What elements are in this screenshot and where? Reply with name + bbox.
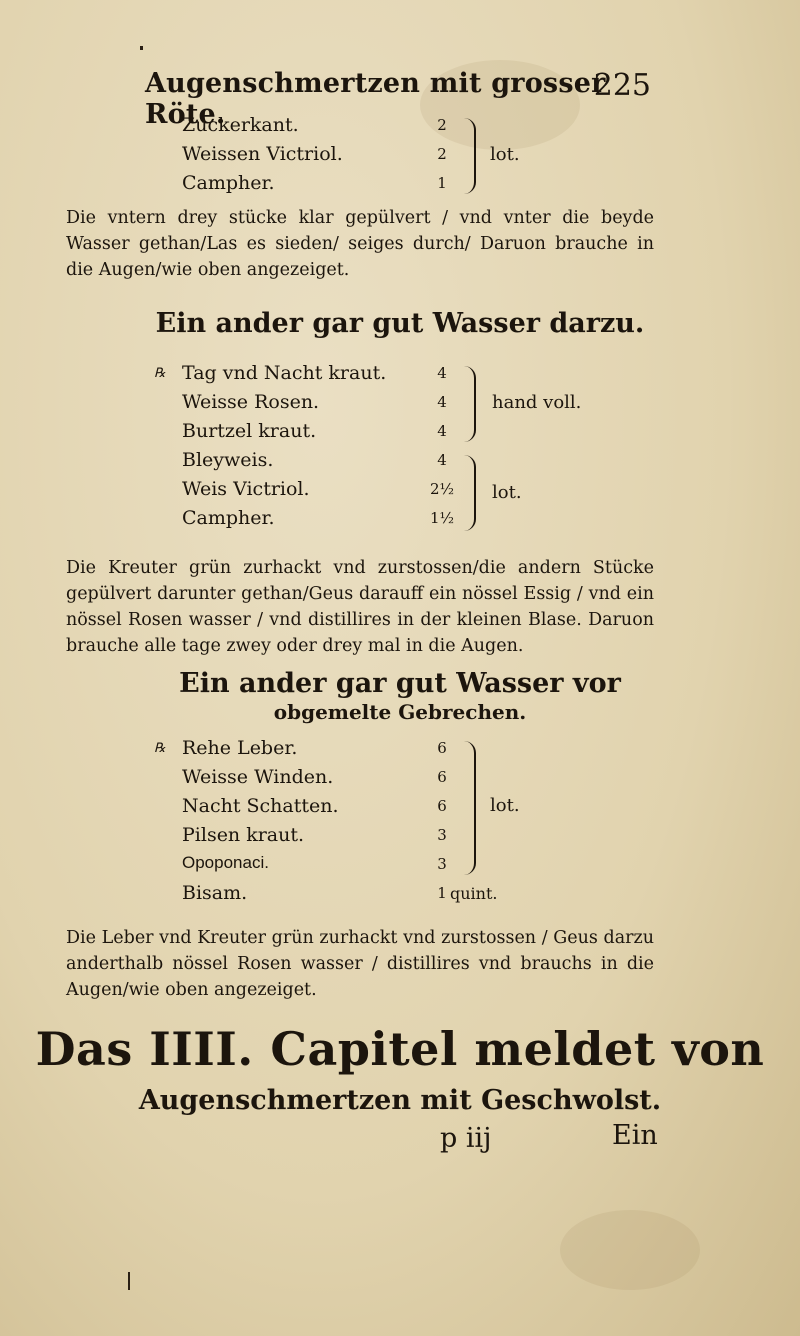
ingredient-name: Zuckerkant. — [182, 114, 299, 136]
ingredient-name: Nacht Schatten. — [182, 795, 339, 817]
catchword: Ein — [612, 1120, 658, 1151]
ingredient-row — [150, 793, 630, 822]
ingredient-qty: 2½ — [429, 480, 455, 498]
unit-label: quint. — [450, 884, 498, 903]
paragraph: Die vntern drey stücke klar gepülvert / vnd vnter die beyde Wasser gethan/Las es sieden/ seiges durch/ Daruon brauche in die Augen/wie oben angezeiget. — [66, 208, 654, 280]
ingredient-qty: 2 — [437, 145, 447, 163]
ingredient-name: Campher. — [182, 172, 275, 194]
ingredient-qty: 1½ — [429, 509, 455, 527]
ingredient-qty: 6 — [437, 739, 447, 757]
ingredient-name: Campher. — [182, 507, 275, 529]
ingredient-name: Weisse Winden. — [182, 766, 334, 788]
ingredient-qty: 3 — [437, 855, 447, 873]
ingredient-qty: 4 — [437, 393, 447, 411]
signature-mark: p iij — [440, 1123, 492, 1154]
ingredient-row — [150, 764, 630, 793]
unit-label: lot. — [490, 795, 520, 816]
ingredient-row — [150, 447, 630, 476]
running-title: Augenschmertzen mit grosser Röte. — [145, 68, 606, 130]
brace — [460, 366, 476, 442]
ink-speck — [140, 46, 143, 50]
ingredient-list-3 — [150, 735, 630, 909]
paragraph: Die Leber vnd Kreuter grün zurhackt vnd zurstossen / Geus darzu anderthalb nössel Rosen wasser / distillires vnd brauchs in die Augen/wie oben angezeiget. — [66, 928, 654, 1000]
ink-speck — [128, 1272, 130, 1290]
section-heading: Ein ander gar gut Wasser vor — [179, 668, 621, 699]
paper-stain — [560, 1210, 700, 1290]
ingredient-name: Opoponaci. — [182, 853, 269, 872]
recipe-symbol: ℞ — [154, 741, 166, 756]
ingredient-name: Weissen Victriol. — [182, 143, 343, 165]
ingredient-row — [150, 822, 630, 851]
ingredient-row — [150, 141, 630, 170]
ingredient-name: Burtzel kraut. — [182, 420, 317, 442]
ingredient-name: Bisam. — [182, 882, 248, 904]
ingredient-list-1 — [150, 112, 630, 199]
brace — [460, 455, 476, 531]
ingredient-name: Weisse Rosen. — [182, 391, 320, 413]
ingredient-row — [150, 112, 630, 141]
ingredient-qty: 3 — [437, 826, 447, 844]
ingredient-row — [150, 170, 630, 199]
section-heading: Ein ander gar gut Wasser darzu. — [155, 308, 645, 339]
ingredient-qty: 4 — [437, 364, 447, 382]
ingredient-name: Tag vnd Nacht kraut. — [182, 362, 387, 384]
ingredient-list-2 — [150, 360, 630, 534]
page-number: 225 — [593, 68, 651, 103]
ingredient-qty: 1 — [437, 884, 447, 902]
unit-label: lot. — [490, 144, 520, 165]
ingredient-qty: 1 — [437, 174, 447, 192]
ingredient-row — [150, 735, 630, 764]
ingredient-row — [150, 476, 630, 505]
paragraph: Die Kreuter grün zurhackt vnd zurstossen/die andern Stücke gepülvert darunter gethan/Geus darauff ein nössel Essig / vnd ein nössel Rosen wasser / vnd distillires in der kleinen Blase. Daruon brauche alle tage zwey oder drey mal in die Augen. — [66, 558, 654, 656]
ingredient-qty: 6 — [437, 797, 447, 815]
ingredient-qty: 6 — [437, 768, 447, 786]
ingredient-name: Rehe Leber. — [182, 737, 298, 759]
chapter-subtitle: Augenschmertzen mit Geschwolst. — [138, 1085, 662, 1116]
ingredient-row — [150, 851, 630, 880]
unit-label: lot. — [492, 482, 522, 503]
ingredient-name: Weis Victriol. — [182, 478, 310, 500]
ingredient-qty: 4 — [437, 422, 447, 440]
section-subheading: obgemelte Gebrechen. — [273, 700, 527, 724]
brace — [460, 118, 476, 194]
ingredient-row — [150, 418, 630, 447]
ingredient-qty: 4 — [437, 451, 447, 469]
chapter-title: Das IIII. Capitel meldet von — [35, 1022, 765, 1076]
ingredient-row — [150, 880, 630, 909]
recipe-symbol: ℞ — [154, 366, 166, 381]
ingredient-qty: 2 — [437, 116, 447, 134]
ingredient-name: Bleyweis. — [182, 449, 274, 471]
ingredient-row — [150, 360, 630, 389]
unit-label: hand voll. — [492, 392, 582, 413]
ingredient-row — [150, 505, 630, 534]
brace — [460, 741, 476, 875]
ingredient-name: Pilsen kraut. — [182, 824, 305, 846]
